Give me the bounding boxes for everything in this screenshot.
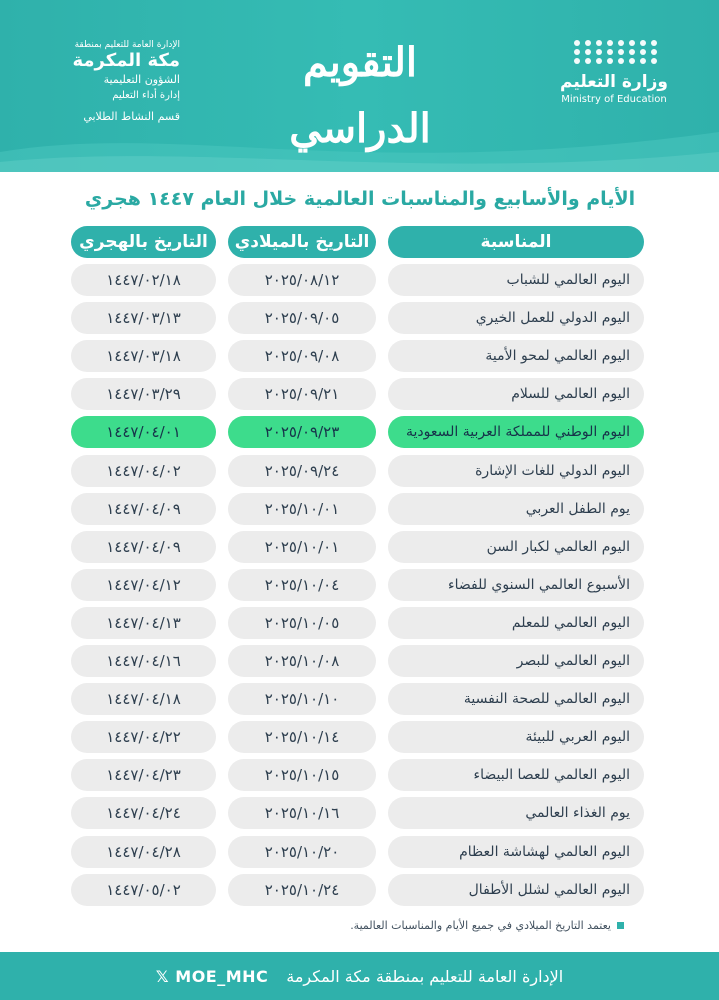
gregorian-date-cell: ٢٠٢٥/١٠/١٦ xyxy=(228,797,376,829)
x-logo-icon: 𝕏 xyxy=(155,966,170,986)
gregorian-date-cell: ٢٠٢٥/٠٨/١٢ xyxy=(228,264,376,296)
gregorian-date-cell: ٢٠٢٥/٠٩/٠٥ xyxy=(228,302,376,334)
event-cell: اليوم الوطني للمملكة العربية السعودية xyxy=(388,416,644,448)
table-row xyxy=(0,683,719,715)
admin-line-3: الشؤون التعليمية xyxy=(103,73,180,86)
table-row xyxy=(0,569,719,601)
hijri-date-cell: ١٤٤٧/٠٤/٢٢ xyxy=(71,721,216,753)
hijri-date-cell: ١٤٤٧/٠٣/٢٩ xyxy=(71,378,216,410)
event-cell: اليوم الدولي للعمل الخيري xyxy=(388,302,644,334)
hijri-date-cell: ١٤٤٧/٠٤/٠٩ xyxy=(71,531,216,563)
ministry-dots-icon xyxy=(559,40,669,64)
table-row xyxy=(0,493,719,525)
event-cell: يوم الغذاء العالمي xyxy=(388,797,644,829)
hijri-date-cell: ١٤٤٧/٠٤/٢٨ xyxy=(71,836,216,868)
footnote-text: يعتمد التاريخ الميلادي في جميع الأيام والمناسبات العالمية. xyxy=(350,919,611,932)
table-row xyxy=(0,645,719,677)
event-cell: اليوم العالمي لمحو الأمية xyxy=(388,340,644,372)
table-row xyxy=(0,874,719,906)
gregorian-date-cell: ٢٠٢٥/١٠/٢٠ xyxy=(228,836,376,868)
event-cell: اليوم العالمي للبصر xyxy=(388,645,644,677)
event-cell: يوم الطفل العربي xyxy=(388,493,644,525)
admin-line-4: إدارة أداء التعليم xyxy=(112,90,180,101)
column-header-event: المناسبة xyxy=(388,226,644,258)
table-row xyxy=(0,340,719,372)
footnote xyxy=(350,919,624,932)
event-cell: اليوم العالمي للشباب xyxy=(388,264,644,296)
hijri-date-cell: ١٤٤٧/٠٤/٢٤ xyxy=(71,797,216,829)
event-cell: الأسبوع العالمي السنوي للفضاء xyxy=(388,569,644,601)
table-row xyxy=(0,416,719,448)
event-cell: اليوم العالمي للصحة النفسية xyxy=(388,683,644,715)
column-header-gregorian: التاريخ بالميلادي xyxy=(228,226,376,258)
admin-line-5: قسم النشاط الطلابي xyxy=(83,110,180,123)
admin-line-1: الإدارة العامة للتعليم بمنطقة xyxy=(74,40,180,50)
gregorian-date-cell: ٢٠٢٥/١٠/٠٤ xyxy=(228,569,376,601)
table-row xyxy=(0,531,719,563)
social-handle[interactable] xyxy=(156,967,268,986)
ministry-name-ar: وزارة التعليم xyxy=(560,72,668,92)
event-cell: اليوم العالمي لكبار السن xyxy=(388,531,644,563)
event-cell: اليوم العالمي للمعلم xyxy=(388,607,644,639)
gregorian-date-cell: ٢٠٢٥/١٠/٠٥ xyxy=(228,607,376,639)
hijri-date-cell: ١٤٤٧/٠٤/٢٣ xyxy=(71,759,216,791)
table-row xyxy=(0,721,719,753)
hijri-date-cell: ١٤٤٧/٠٥/٠٢ xyxy=(71,874,216,906)
hijri-date-cell: ١٤٤٧/٠٤/٠٢ xyxy=(71,455,216,487)
table-row xyxy=(0,797,719,829)
bullet-square-icon xyxy=(617,922,624,929)
ministry-logo xyxy=(549,40,679,130)
table-row xyxy=(0,378,719,410)
gregorian-date-cell: ٢٠٢٥/١٠/٢٤ xyxy=(228,874,376,906)
event-cell: اليوم العربي للبيئة xyxy=(388,721,644,753)
hijri-date-cell: ١٤٤٧/٠٣/١٨ xyxy=(71,340,216,372)
calendar-title: التقويم الدراسي xyxy=(289,39,431,152)
footer-admin-name: الإدارة العامة للتعليم بمنطقة مكة المكرمة xyxy=(286,966,564,986)
page-subtitle: الأيام والأسابيع والمناسبات العالمية خلال العام ١٤٤٧ هجري xyxy=(84,188,636,210)
hijri-date-cell: ١٤٤٧/٠٤/١٢ xyxy=(71,569,216,601)
table-row xyxy=(0,455,719,487)
hijri-date-cell: ١٤٤٧/٠٤/١٣ xyxy=(71,607,216,639)
gregorian-date-cell: ٢٠٢٥/٠٩/٢٤ xyxy=(228,455,376,487)
hijri-date-cell: ١٤٤٧/٠٢/١٨ xyxy=(71,264,216,296)
gregorian-date-cell: ٢٠٢٥/١٠/٠١ xyxy=(228,493,376,525)
event-cell: اليوم العالمي لهشاشة العظام xyxy=(388,836,644,868)
ministry-name-en: Ministry of Education xyxy=(561,94,667,105)
hijri-date-cell: ١٤٤٧/٠٣/١٣ xyxy=(71,302,216,334)
event-cell: اليوم الدولي للغات الإشارة xyxy=(388,455,644,487)
gregorian-date-cell: ٢٠٢٥/١٠/٠١ xyxy=(228,531,376,563)
admin-block xyxy=(30,40,180,126)
hijri-date-cell: ١٤٤٧/٠٤/١٦ xyxy=(71,645,216,677)
gregorian-date-cell: ٢٠٢٥/١٠/١٠ xyxy=(228,683,376,715)
hijri-date-cell: ١٤٤٧/٠٤/٠١ xyxy=(71,416,216,448)
footer-bar xyxy=(0,952,719,1000)
gregorian-date-cell: ٢٠٢٥/١٠/٠٨ xyxy=(228,645,376,677)
handle-text: MOE_MHC xyxy=(175,966,269,986)
gregorian-date-cell: ٢٠٢٥/٠٩/٢١ xyxy=(228,378,376,410)
table-row xyxy=(0,836,719,868)
event-cell: اليوم العالمي لشلل الأطفال xyxy=(388,874,644,906)
hijri-date-cell: ١٤٤٧/٠٤/٠٩ xyxy=(71,493,216,525)
header-banner xyxy=(0,0,719,190)
academic-years: ١٤٤٧ - ١٤٤٨ xyxy=(309,168,411,190)
column-header-hijri: التاريخ بالهجري xyxy=(71,226,216,258)
calendar-title-block xyxy=(230,30,490,190)
table-row xyxy=(0,264,719,296)
gregorian-date-cell: ٢٠٢٥/١٠/١٥ xyxy=(228,759,376,791)
table-row xyxy=(0,302,719,334)
gregorian-date-cell: ٢٠٢٥/٠٩/٢٣ xyxy=(228,416,376,448)
event-cell: اليوم العالمي للعصا البيضاء xyxy=(388,759,644,791)
admin-city: مكة المكرمة xyxy=(72,50,180,71)
table-row xyxy=(0,759,719,791)
gregorian-date-cell: ٢٠٢٥/١٠/١٤ xyxy=(228,721,376,753)
hijri-date-cell: ١٤٤٧/٠٤/١٨ xyxy=(71,683,216,715)
gregorian-date-cell: ٢٠٢٥/٠٩/٠٨ xyxy=(228,340,376,372)
event-cell: اليوم العالمي للسلام xyxy=(388,378,644,410)
table-row xyxy=(0,607,719,639)
